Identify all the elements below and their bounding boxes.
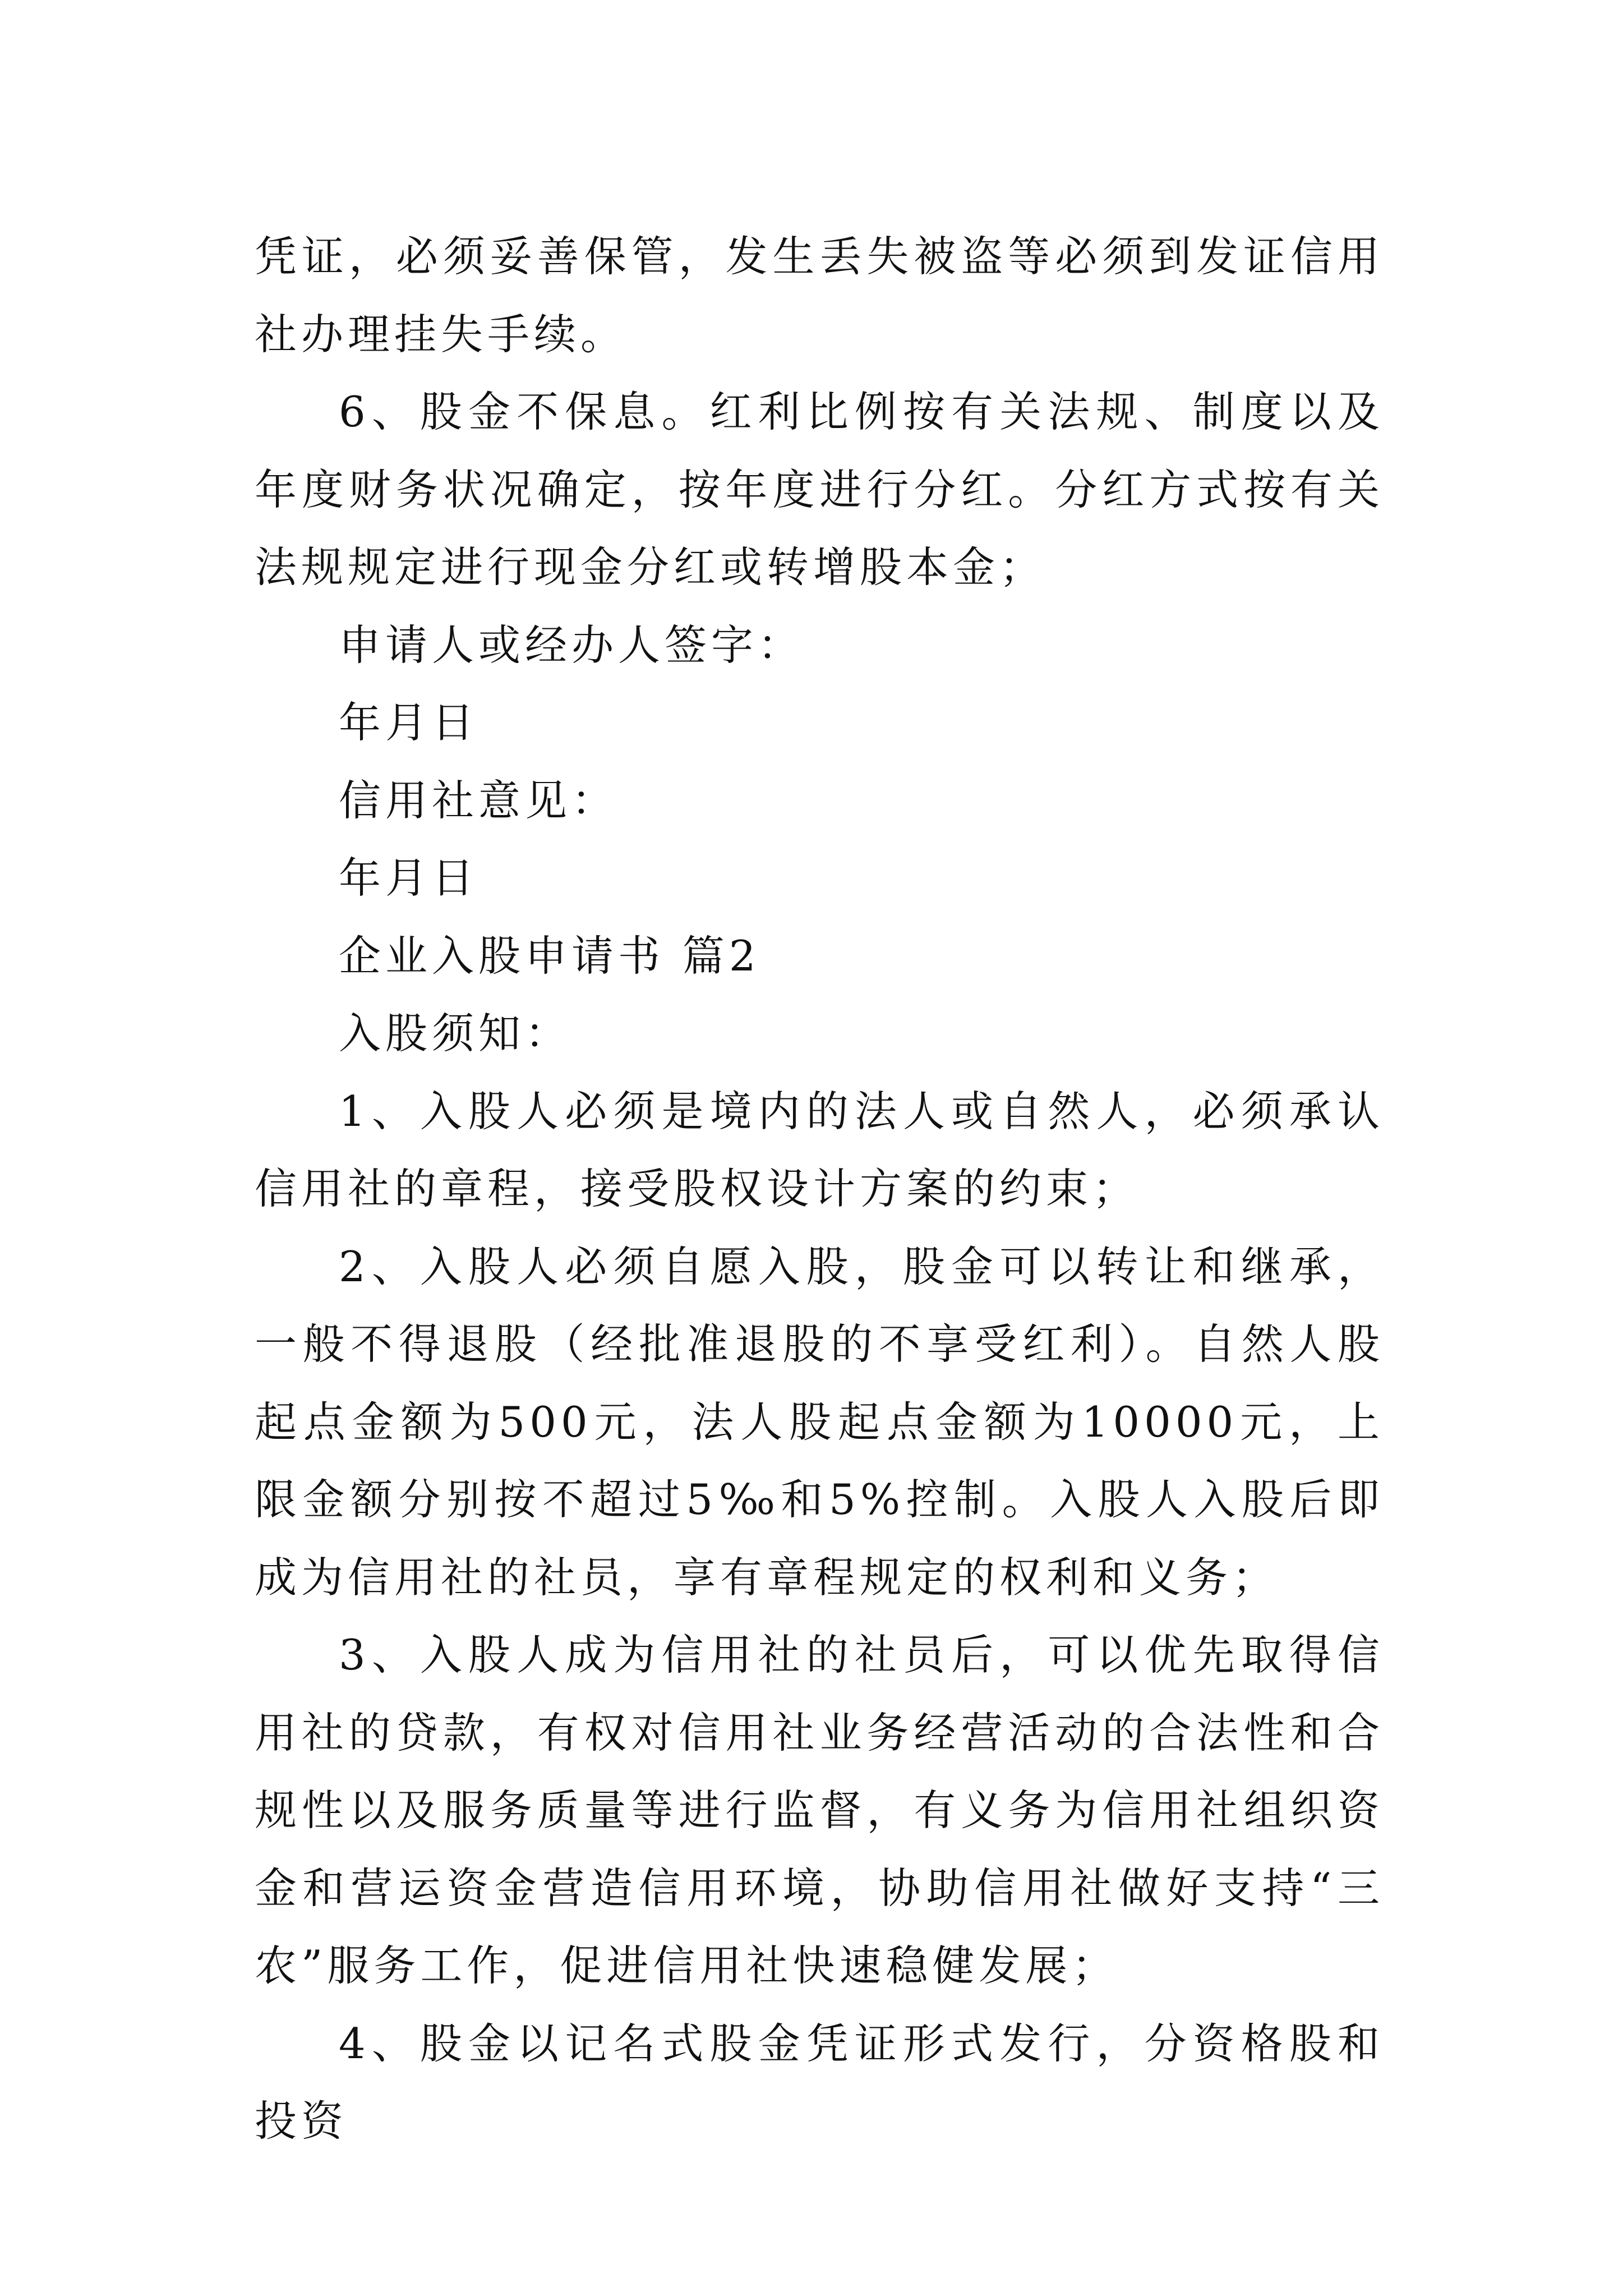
paragraph-item-1: 1、入股人必须是境内的法人或自然人，必须承认信用社的章程，接受股权设计方案的约束； [255,1086,1384,1213]
date-line: 年月日 [339,853,479,903]
paragraph-item-4: 4、股金以记名式股金凭证形式发行，分资格股和投资 [255,2018,1384,2146]
document-body [255,218,1384,2160]
credit-union-opinion-line: 信用社意见： [339,775,619,825]
date-line: 年月日 [339,698,479,747]
notice-heading: 入股须知： [339,1009,572,1058]
paragraph-item-6: 6、股金不保息。红利比例按有关法规、制度以及年度财务状况确定，按年度进行分红。分红方式按有关法规规定进行现金分红或转增股本金； [255,387,1384,592]
section-heading: 企业入股申请书 篇2 [339,931,760,981]
signature-line: 申请人或经办人签字： [339,620,805,670]
paragraph-item-3: 3、入股人成为信用社的社员后，可以优先取得信用社的贷款，有权对信用社业务经营活动的合法性和合规性以及服务质量等进行监督，有义务为信用社组织资金和营运资金营造信用环境，协助信用社做好支持“三农”服务工作，促进信用社快速稳健发展； [255,1630,1384,1990]
paragraph-item-2: 2、入股人必须自愿入股，股金可以转让和继承，一般不得退股（经批准退股的不享受红利）。自然人股起点金额为500元，法人股起点金额为10000元，上限金额分别按不超过5‰和5%控制。入股人入股后即成为信用社的社员，享有章程规定的权利和义务； [255,1241,1384,1602]
paragraph-continuation: 凭证，必须妥善保管，发生丢失被盗等必须到发证信用社办理挂失手续。 [255,232,1384,359]
